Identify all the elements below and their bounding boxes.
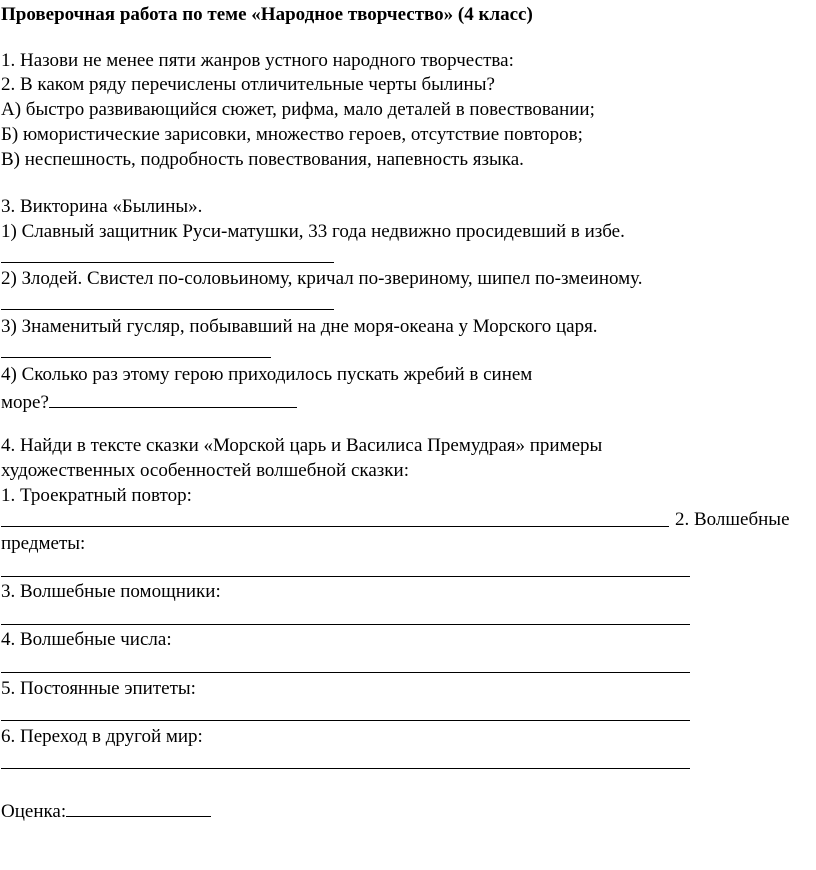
quiz-item-3: 3) Знаменитый гусляр, побывавший на дне моря-океана у Морского царя. [1,316,598,337]
question-2-option-a: А) быстро развивающийся сюжет, рифма, мало деталей в повествовании; [1,99,595,120]
grade-input-line[interactable] [66,797,211,817]
answer-line-feature-2[interactable] [1,576,690,577]
question-4-heading-line-1: 4. Найди в тексте сказки «Морской царь и Василиса Премудрая» примеры [1,435,603,456]
answer-line-feature-3[interactable] [1,624,690,625]
answer-line-quiz-1[interactable] [1,262,334,263]
feature-item-2-part-2: предметы: [1,533,86,554]
question-2-option-b: Б) юмористические зарисовки, множество героев, отсутствие повторов; [1,124,583,145]
quiz-item-4-line-2 [1,388,297,415]
grade-label: Оценка: [1,801,67,822]
quiz-item-2: 2) Злодей. Свистел по-соловьиному, кричал по-звериному, шипел по-змеиному. [1,268,643,289]
feature-item-4: 4. Волшебные числа: [1,629,172,650]
worksheet-title: Проверочная работа по теме «Народное творчество» (4 класс) [1,4,533,25]
quiz-item-4-line-1: 4) Сколько раз этому герою приходилось пускать жребий в синем [1,364,533,385]
feature-item-5: 5. Постоянные эпитеты: [1,678,196,699]
feature-item-1: 1. Троекратный повтор: [1,485,192,506]
answer-line-feature-4[interactable] [1,672,690,673]
answer-line-quiz-3[interactable] [1,357,271,358]
question-1: 1. Назови не менее пяти жанров устного народного творчества: [1,50,514,71]
answer-line-quiz-4[interactable] [49,388,297,408]
feature-item-3: 3. Волшебные помощники: [1,581,221,602]
question-2: 2. В каком ряду перечислены отличительные черты былины? [1,74,495,95]
answer-line-quiz-2[interactable] [1,309,334,310]
question-3-heading: 3. Викторина «Былины». [1,196,203,217]
answer-line-feature-1[interactable] [1,526,669,527]
question-4-heading-line-2: художественных особенностей волшебной сказки: [1,460,409,481]
feature-item-6: 6. Переход в другой мир: [1,726,203,747]
grade-row [1,797,211,824]
feature-item-2-part-1: 2. Волшебные [675,509,790,530]
quiz-item-4-label: море? [1,392,49,413]
answer-line-feature-6[interactable] [1,768,690,769]
question-2-option-c: В) неспешность, подробность повествования, напевность языка. [1,149,524,170]
answer-line-feature-5[interactable] [1,720,690,721]
quiz-item-1: 1) Славный защитник Руси-матушки, 33 года недвижно просидевший в избе. [1,221,625,242]
